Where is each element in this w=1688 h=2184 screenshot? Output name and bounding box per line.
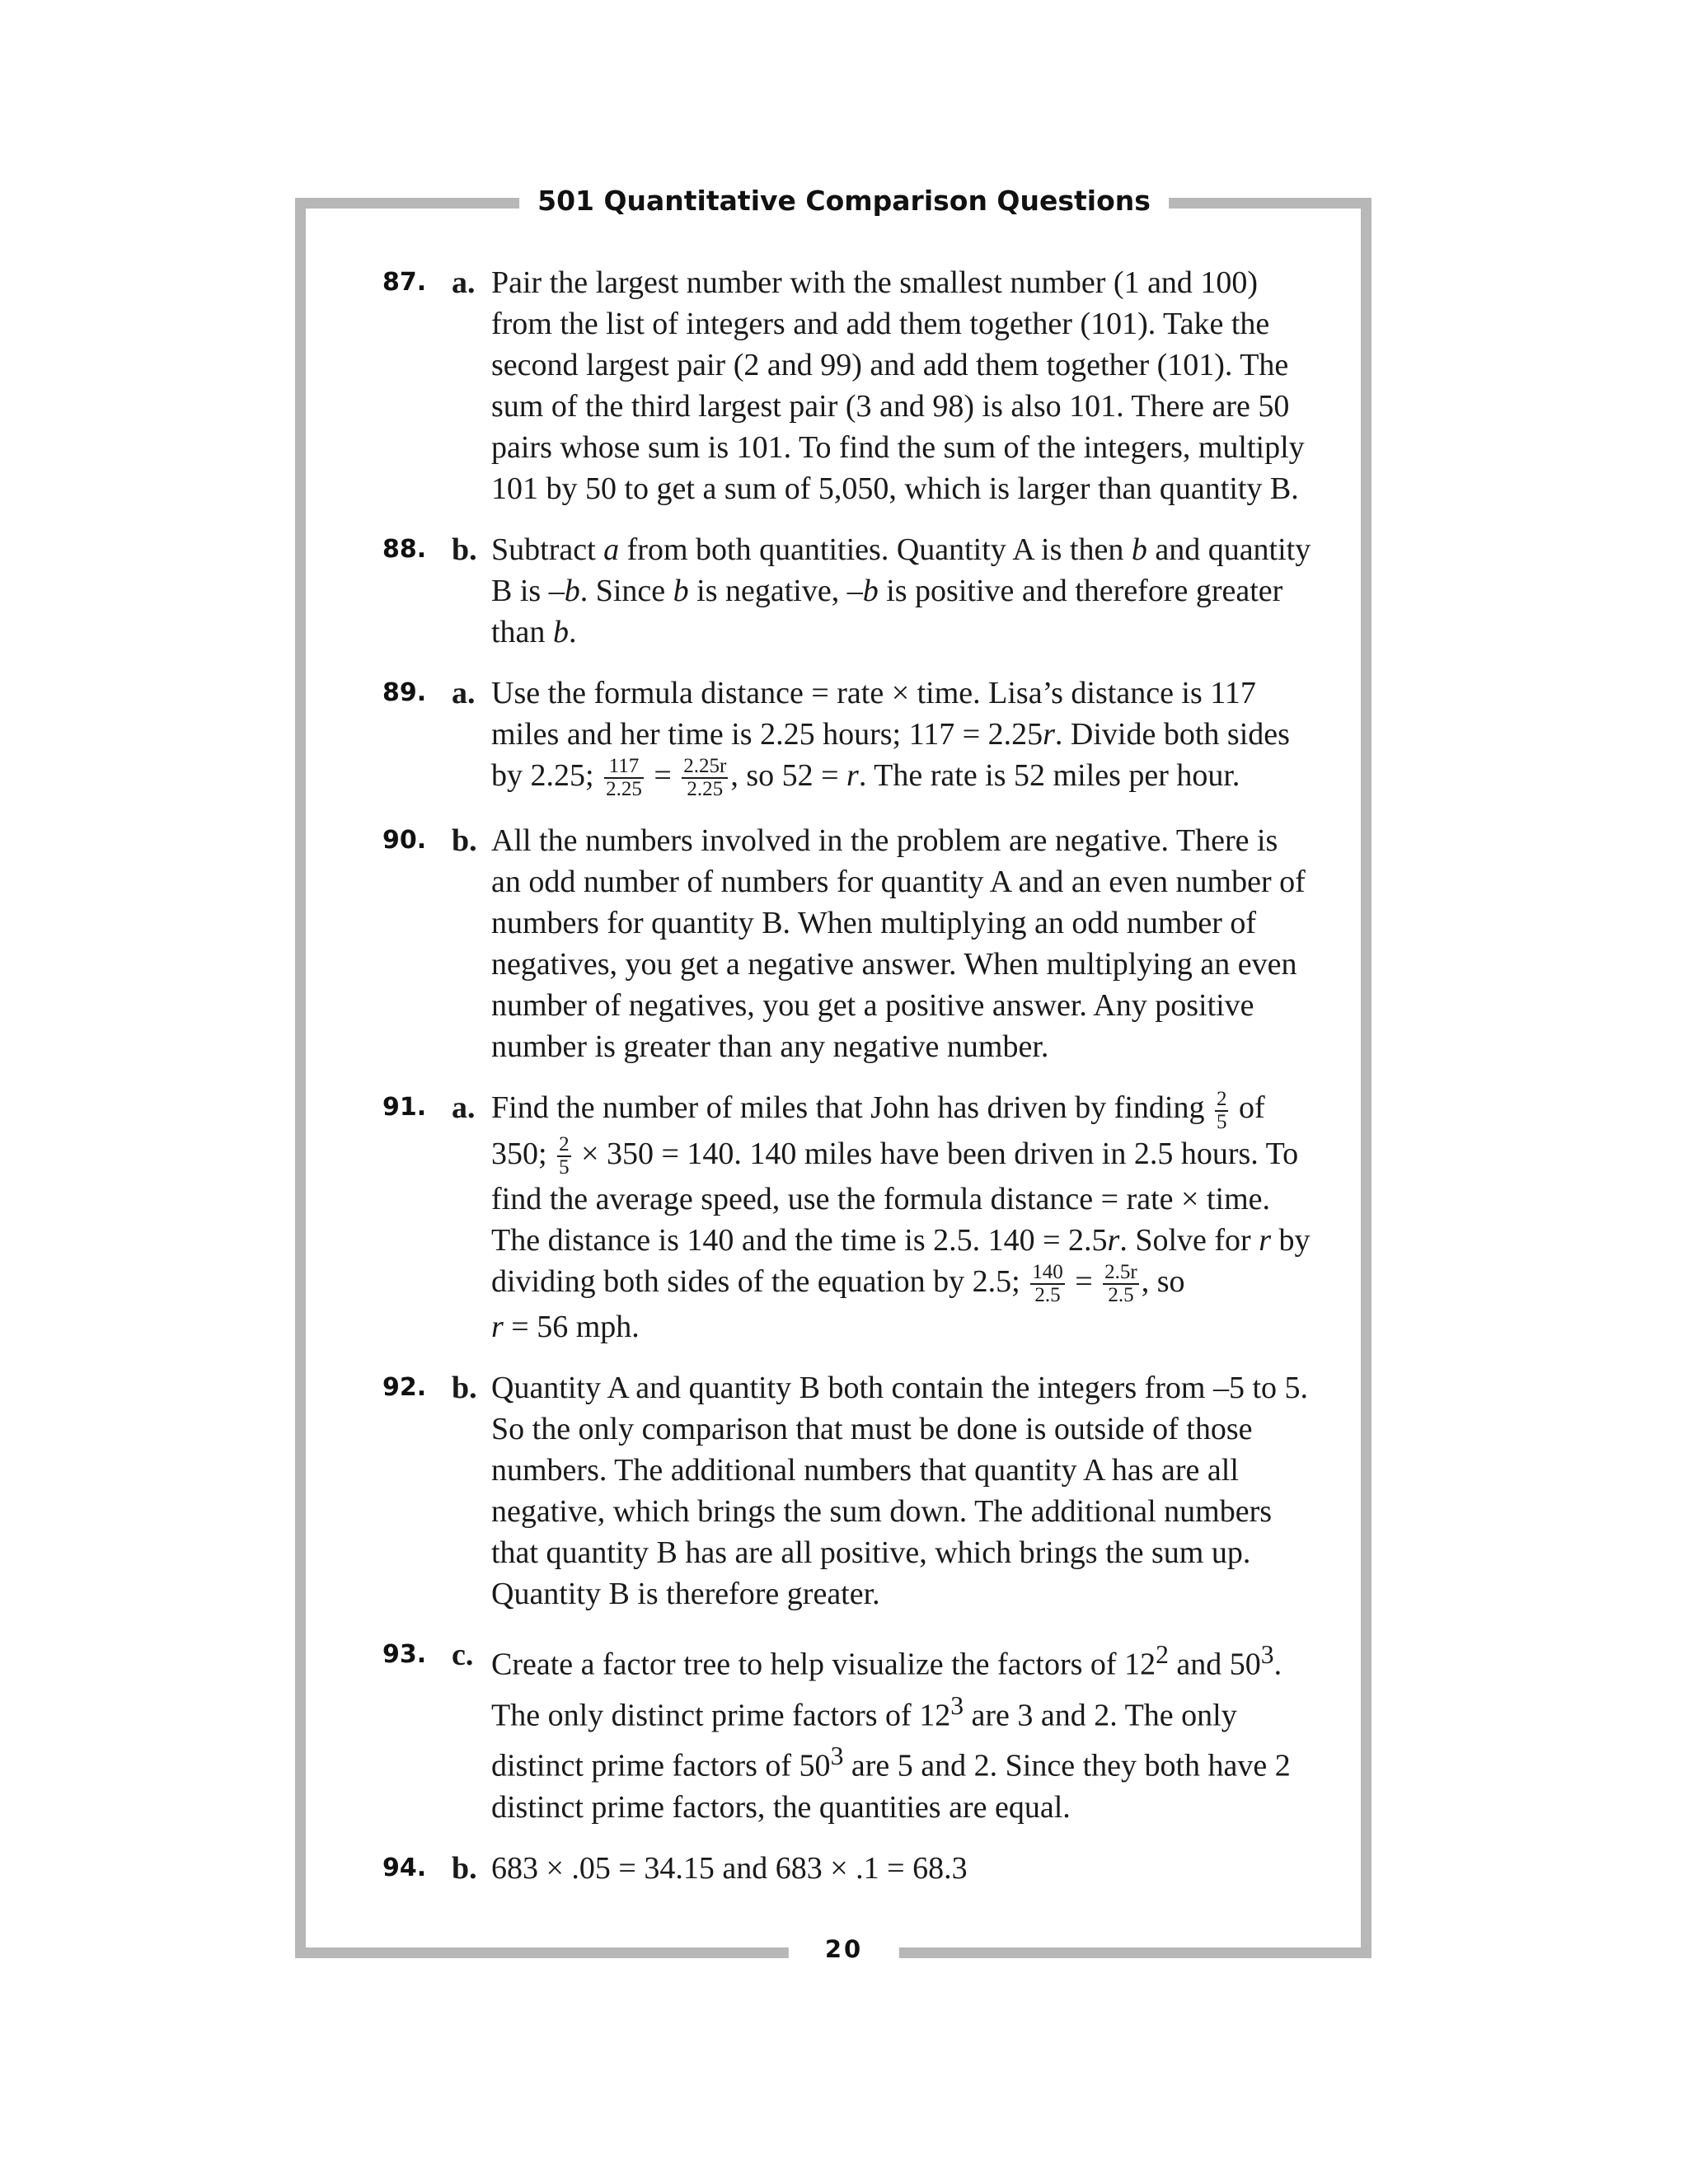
text-segment: is positive and therefore greater than <box>491 574 1283 649</box>
fraction-denominator: 2.25 <box>606 778 642 801</box>
answer-explanation <box>491 529 1314 653</box>
text-segment: is negative, – <box>688 574 863 608</box>
fraction <box>682 756 728 800</box>
fraction <box>1103 1262 1139 1306</box>
answer-explanation <box>491 1634 1314 1828</box>
text-segment: , so 52 = <box>730 758 847 793</box>
text-segment: Find the number of miles that John has driven by finding <box>491 1090 1212 1126</box>
exponent: 3 <box>950 1690 964 1720</box>
text-segment: × 350 = 140. 140 miles have been driven in 2.5 hours. To find the average speed, use the formula distance = rate × time. The distance is 140 and the time is 2.5. 140 = 2.5 <box>491 1136 1299 1258</box>
answer-number: 87. <box>382 268 427 297</box>
answer-letter: a. <box>452 1090 476 1126</box>
fraction-denominator: 2.25 <box>687 778 724 801</box>
answer-letter: b. <box>452 823 477 859</box>
text-segment: and 50 <box>1168 1647 1261 1682</box>
answer-list <box>382 262 1314 1909</box>
answer-letter: a. <box>452 265 476 300</box>
exponent: 3 <box>1260 1640 1274 1670</box>
text-segment: from both quantities. Quantity A is then <box>619 532 1132 567</box>
exponent: 3 <box>830 1741 844 1771</box>
fraction-numerator: 2.5r <box>1104 1261 1137 1284</box>
answer-90 <box>382 820 1314 1067</box>
text-segment: . Since <box>579 574 673 608</box>
answer-number: 89. <box>382 678 427 707</box>
answer-92 <box>382 1367 1314 1615</box>
answer-letter: b. <box>452 532 477 567</box>
fraction-denominator: 2.5 <box>1108 1284 1134 1307</box>
fraction <box>1215 1089 1229 1133</box>
answer-87 <box>382 262 1314 509</box>
answer-explanation: Pair the largest number with the smallest number (1 and 100) from the list of integers and add them together (101). Take the second largest pair (2 and 99) and add them together (101). The sum of the third largest pair (3 and 98) is also 101. There are 50 pairs whose sum is 101. To find the sum of the integers, multiply 101 by 50 to get a sum of 5,050, which is larger than quantity B. <box>491 265 1305 506</box>
text-segment: Subtract <box>491 532 604 567</box>
text-segment: . <box>568 615 577 649</box>
page-number: 20 <box>789 1929 899 1970</box>
answer-number: 90. <box>382 826 427 855</box>
answer-letter: c. <box>452 1638 474 1673</box>
answer-explanation: All the numbers involved in the problem are negative. There is an odd number of numbers for quantity A and an even number of numbers for quantity B. When multiplying an odd number of negatives, you get a negative answer. When multiplying an even number of negatives, you get a positive answer. Any positive number is greater than any negative number. <box>491 823 1306 1065</box>
answer-explanation: Quantity A and quantity B both contain the integers from –5 to 5. So the only comparison that must be done is outside of those numbers. The additional numbers that quantity A has are all negative, which brings the sum down. The additional numbers that quantity B has are all positive, which brings the sum up. Quantity B is therefore greater. <box>491 1371 1309 1612</box>
fraction <box>557 1134 571 1179</box>
exponent: 2 <box>1156 1640 1169 1670</box>
variable: b <box>862 574 879 608</box>
text-segment: = 56 mph. <box>503 1310 640 1345</box>
text-segment: are 5 and 2. Since they both have 2 distinct prime factors, the quantities are equal. <box>491 1749 1291 1825</box>
fraction-numerator: 140 <box>1032 1261 1063 1284</box>
fraction-numerator: 2.25r <box>683 755 727 778</box>
answer-88 <box>382 529 1314 653</box>
text-segment: . The rate is 52 miles per hour. <box>858 758 1240 793</box>
variable: r <box>491 1310 504 1345</box>
text-segment: . Divide both sides by 2.25; <box>491 717 1290 793</box>
page-header-title: 501 Quantitative Comparison Questions <box>519 180 1169 223</box>
text-segment: of 350; <box>491 1090 1265 1171</box>
variable: r <box>846 758 859 793</box>
answer-91 <box>382 1087 1314 1347</box>
answer-number: 92. <box>382 1373 427 1403</box>
variable: b <box>564 574 580 608</box>
text-segment: by dividing both sides of the equation by 2.5; <box>491 1222 1311 1299</box>
text-segment: . Solve for <box>1119 1222 1259 1258</box>
fraction-numerator: 117 <box>604 756 644 779</box>
answer-94 <box>382 1848 1314 1889</box>
text-segment: Use the formula distance = rate × time. Lisa’s distance is 117 miles and her time is 2.25 hours; 117 = 2.25 <box>491 676 1256 752</box>
fraction-denominator: 5 <box>559 1155 570 1179</box>
answer-93 <box>382 1634 1314 1828</box>
answer-explanation <box>491 673 1314 800</box>
variable: r <box>1107 1222 1120 1258</box>
answer-89 <box>382 673 1314 800</box>
text-segment: Create a factor tree to help visualize the factors of 12 <box>491 1647 1156 1682</box>
answer-explanation <box>491 1087 1314 1347</box>
fraction-denominator: 5 <box>1216 1110 1227 1133</box>
variable: b <box>673 574 689 608</box>
fraction-numerator: 2 <box>1216 1087 1227 1110</box>
answer-number: 88. <box>382 535 427 564</box>
variable: a <box>603 532 620 567</box>
answer-explanation: 683 × .05 = 34.15 and 683 × .1 = 68.3 <box>491 1851 968 1886</box>
fraction-numerator: 2 <box>559 1132 570 1155</box>
variable: b <box>1131 532 1147 567</box>
answer-letter: b. <box>452 1851 477 1886</box>
variable: r <box>1043 717 1055 752</box>
answer-letter: b. <box>452 1371 477 1406</box>
fraction <box>1030 1262 1065 1306</box>
text-segment: , so <box>1141 1263 1185 1299</box>
fraction-denominator: 2.5 <box>1034 1284 1061 1307</box>
answer-letter: a. <box>452 676 476 710</box>
answer-number: 91. <box>382 1093 427 1122</box>
variable: r <box>1259 1222 1271 1258</box>
answer-number: 94. <box>382 1854 427 1883</box>
answer-number: 93. <box>382 1640 427 1670</box>
text-segment: are 3 and 2. The only distinct prime factors of 50 <box>491 1698 1237 1784</box>
text-segment: = <box>1067 1263 1101 1299</box>
text-segment: . The only distinct prime factors of 12 <box>491 1647 1282 1733</box>
text-segment: = <box>645 758 680 793</box>
text-segment: and quantity B is – <box>491 532 1311 608</box>
fraction <box>604 756 644 800</box>
variable: b <box>552 615 569 649</box>
